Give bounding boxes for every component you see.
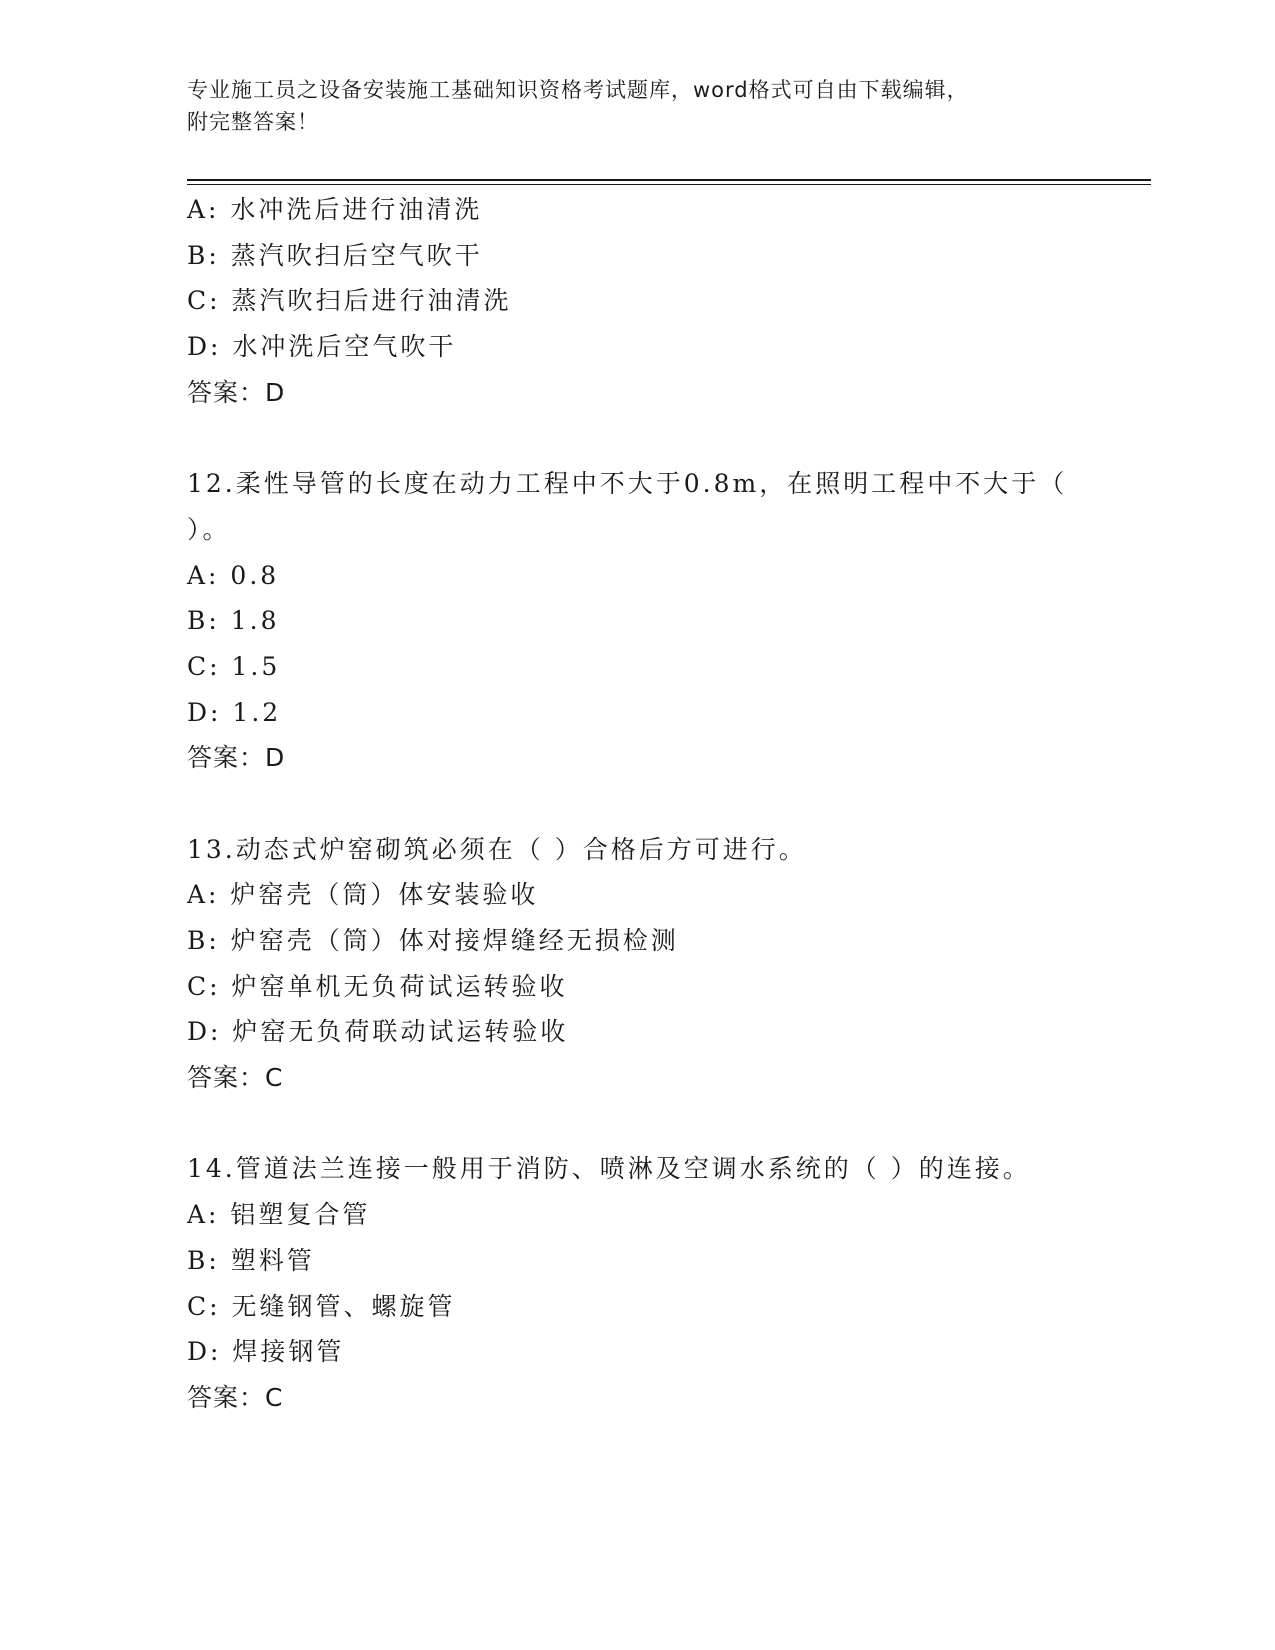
question-list bbox=[187, 187, 1087, 1421]
question-14 bbox=[187, 1146, 1087, 1420]
option-b: B: 蒸汽吹扫后空气吹干 bbox=[187, 240, 483, 270]
option-c: C: 炉窑单机无负荷试运转验收 bbox=[187, 971, 568, 1001]
question-stem-line-2: ）。 bbox=[187, 514, 231, 544]
question-11 bbox=[187, 187, 1087, 415]
question-13 bbox=[187, 827, 1087, 1101]
option-c: C: 蒸汽吹扫后进行油清洗 bbox=[187, 286, 512, 316]
answer: 答案：C bbox=[187, 1063, 284, 1093]
option-b: B: 塑料管 bbox=[187, 1245, 315, 1275]
question-stem: 13.动态式炉窑砌筑必须在（ ）合格后方可进行。 bbox=[187, 834, 807, 864]
document-header bbox=[187, 74, 1087, 138]
option-c: C: 无缝钢管、螺旋管 bbox=[187, 1291, 456, 1321]
header-line-2: 附完整答案！ bbox=[187, 110, 319, 134]
option-b: B: 炉窑壳（筒）体对接焊缝经无损检测 bbox=[187, 926, 679, 955]
option-d: D: 焊接钢管 bbox=[187, 1337, 345, 1367]
answer: 答案：C bbox=[187, 1382, 284, 1412]
option-a: A: 炉窑壳（筒）体安装验收 bbox=[187, 880, 539, 910]
header-divider-thick bbox=[187, 179, 1151, 181]
spacer bbox=[187, 781, 1087, 827]
question-stem-line-1: 12.柔性导管的长度在动力工程中不大于0.8m，在照明工程中不大于（ bbox=[187, 469, 1068, 499]
spacer bbox=[187, 1101, 1087, 1147]
option-d: D: 水冲洗后空气吹干 bbox=[187, 332, 457, 362]
option-d: D: 1.2 bbox=[187, 697, 282, 727]
option-b: B: 1.8 bbox=[187, 606, 280, 636]
header-divider-thin bbox=[187, 184, 1151, 185]
option-a: A: 水冲洗后进行油清洗 bbox=[187, 195, 483, 224]
question-stem: 14.管道法兰连接一般用于消防、喷淋及空调水系统的（ ）的连接。 bbox=[187, 1154, 1031, 1184]
header-line-1: 专业施工员之设备安装施工基础知识资格考试题库，word格式可自由下载编辑， bbox=[187, 78, 969, 102]
answer: 答案：D bbox=[187, 377, 286, 407]
option-c: C: 1.5 bbox=[187, 651, 281, 681]
option-a: A: 铝塑复合管 bbox=[187, 1200, 371, 1230]
answer: 答案：D bbox=[187, 743, 286, 773]
question-12 bbox=[187, 461, 1087, 781]
spacer bbox=[187, 415, 1087, 461]
option-d: D: 炉窑无负荷联动试运转验收 bbox=[187, 1017, 569, 1047]
option-a: A: 0.8 bbox=[187, 560, 280, 590]
